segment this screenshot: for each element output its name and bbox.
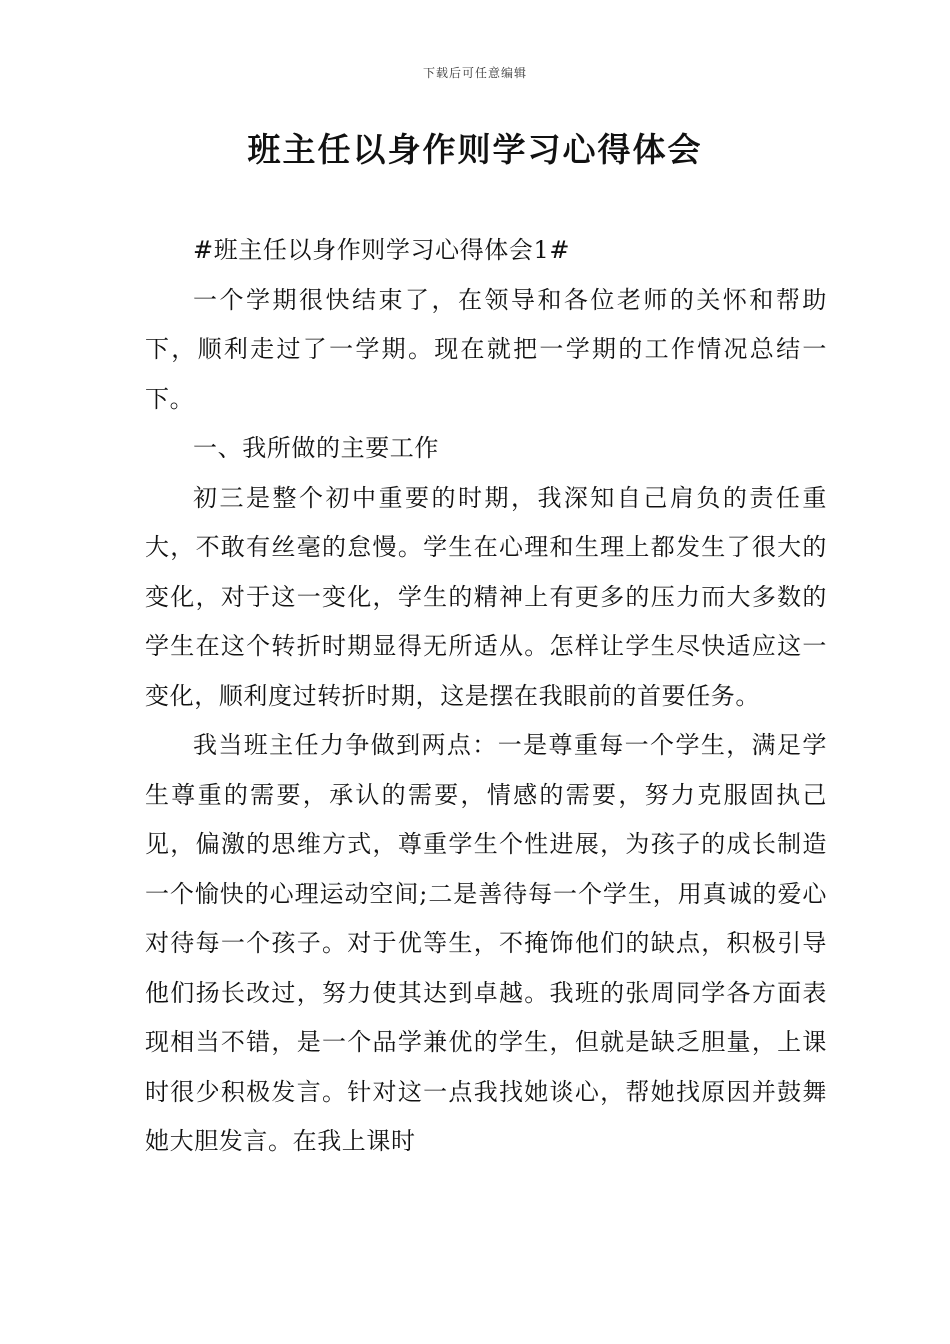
paragraph-two-points: 我当班主任力争做到两点：一是尊重每一个学生，满足学生尊重的需要，承认的需要，情感的需要，努力克服固执己见，偏激的思维方式，尊重学生个性进展，为孩子的成长制造一个愉快的心理运动空间;二是善待每一个学生，用真诚的爱心对待每一个孩子。对于优等生，不掩饰他们的缺点，积极引导他们扬长改过，努力使其达到卓越。我班的张周同学各方面表现相当不错，是一个品学兼优的学生，但就是缺乏胆量，上课时很少积极发言。针对这一点我找她谈心，帮她找原因并鼓舞她大胆发言。在我上课时 (145, 731, 827, 1155)
paragraph-intro: 一个学期很快结束了，在领导和各位老师的关怀和帮助下，顺利走过了一学期。现在就把一学期的工作情况总结一下。 (145, 285, 827, 413)
document-title: 班主任以身作则学习心得体会 (247, 130, 703, 169)
section-subheading: 一、我所做的主要工作 (193, 434, 439, 462)
paragraph-grade-three: 初三是整个初中重要的时期，我深知自己肩负的责任重大，不敢有丝毫的怠慢。学生在心理和生理上都发生了很大的变化，对于这一变化，学生的精神上有更多的压力而大多数的学生在这个转折时期显得无所适从。怎样让学生尽快适应这一变化，顺利度过转折时期，这是摆在我眼前的首要任务。 (145, 483, 827, 710)
page-header-note: 下载后可任意编辑 (422, 66, 527, 80)
document-body (145, 226, 827, 1167)
section-heading-1: #班主任以身作则学习心得体会1# (193, 236, 571, 264)
